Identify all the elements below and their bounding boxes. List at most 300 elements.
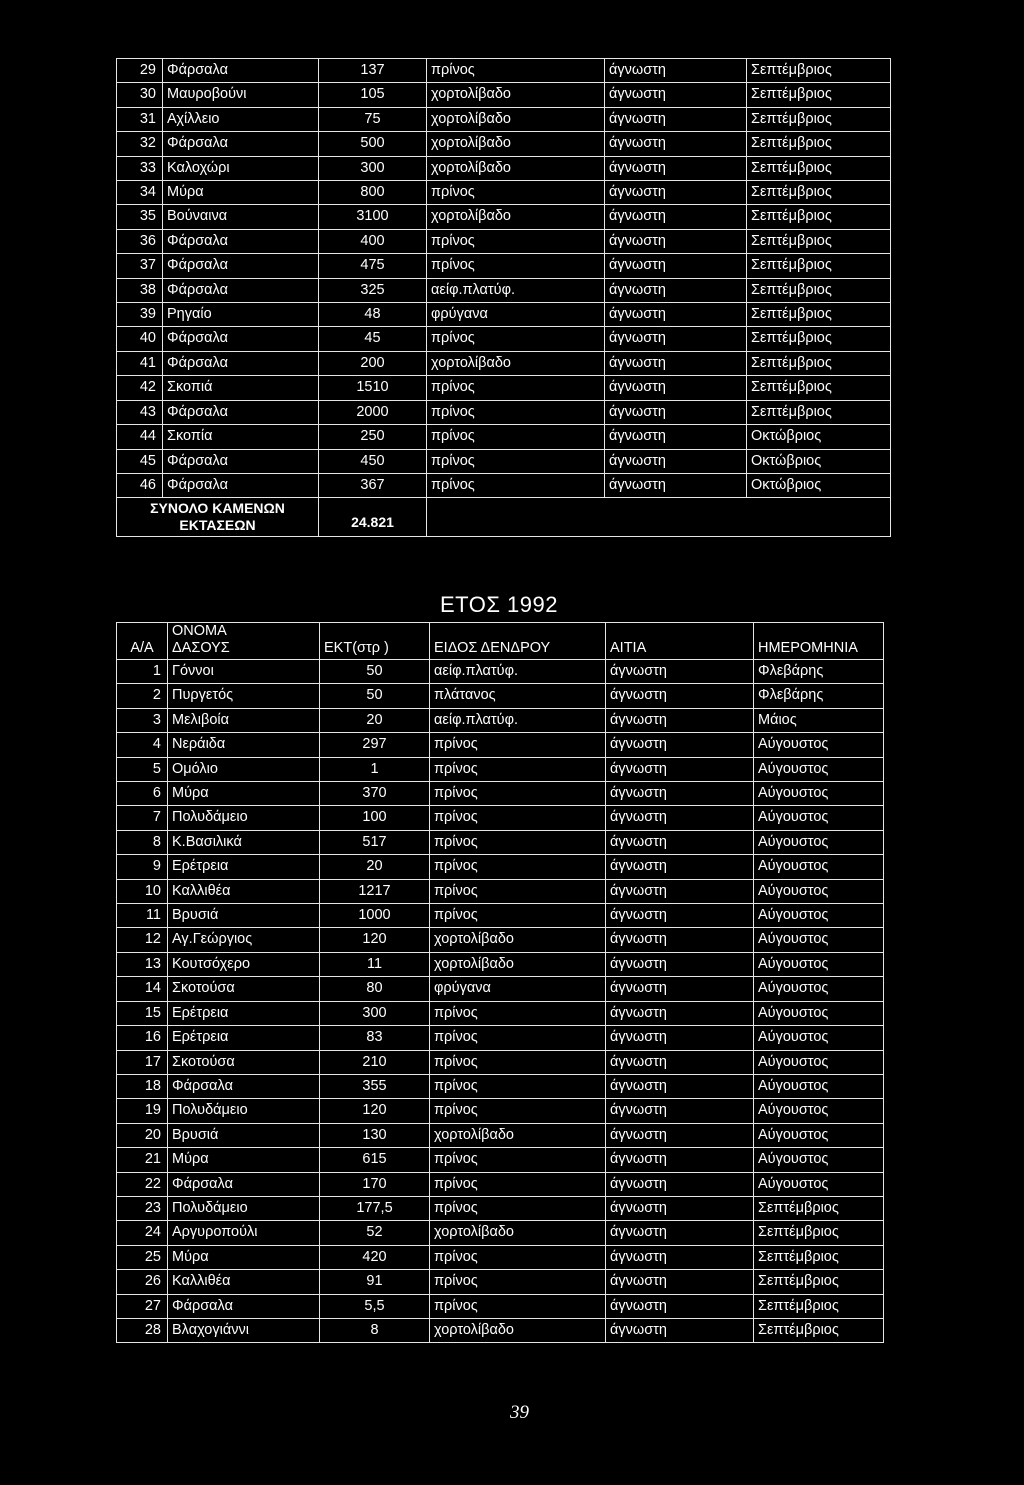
row-area: 2000 [319,400,427,424]
row-cause: άγνωστη [606,660,754,684]
row-number: 24 [117,1221,168,1245]
row-tree-type: πρίνος [427,425,605,449]
row-area: 325 [319,278,427,302]
row-area: 11 [320,952,430,976]
row-number: 8 [117,830,168,854]
table-row [117,1074,884,1098]
row-number: 1 [117,660,168,684]
fires-table-1992-body [117,660,884,1343]
row-tree-type: πρίνος [427,473,605,497]
row-area: 105 [319,83,427,107]
row-area: 52 [320,1221,430,1245]
row-date: Αύγουστος [754,879,884,903]
row-area: 370 [320,782,430,806]
header-cause: ΑΙΤΙΑ [606,623,754,660]
row-tree-type: χορτολίβαδο [430,1221,606,1245]
table-row [117,107,891,131]
row-cause: άγνωστη [605,425,747,449]
row-area: 300 [320,1001,430,1025]
row-area: 100 [320,806,430,830]
row-cause: άγνωστη [606,855,754,879]
row-date: Σεπτέμβριος [747,351,891,375]
row-name: Μαυροβούνι [163,83,319,107]
row-area: 91 [320,1270,430,1294]
row-number: 26 [117,1270,168,1294]
row-area: 50 [320,684,430,708]
fires-table-1992 [116,622,884,1343]
row-number: 2 [117,684,168,708]
row-date: Σεπτέμβριος [754,1270,884,1294]
row-cause: άγνωστη [605,254,747,278]
row-date: Αύγουστος [754,1148,884,1172]
row-number: 40 [117,327,163,351]
row-tree-type: χορτολίβαδο [427,132,605,156]
row-date: Μάιος [754,708,884,732]
row-cause: άγνωστη [606,684,754,708]
row-date: Σεπτέμβριος [747,205,891,229]
row-area: 83 [320,1026,430,1050]
row-tree-type: χορτολίβαδο [430,928,606,952]
row-tree-type: πρίνος [430,1099,606,1123]
row-date: Σεπτέμβριος [754,1318,884,1342]
row-tree-type: πρίνος [430,1148,606,1172]
row-tree-type: πρίνος [430,1001,606,1025]
row-area: 1217 [320,879,430,903]
row-cause: άγνωστη [606,1074,754,1098]
page-number: 39 [510,1402,529,1423]
table-row [117,278,891,302]
row-name: Σκοπία [163,425,319,449]
header-row [117,623,884,660]
row-tree-type: φρύγανα [427,303,605,327]
row-number: 32 [117,132,163,156]
row-name: Φάρσαλα [163,132,319,156]
table-row [117,1270,884,1294]
row-tree-type: πρίνος [430,1050,606,1074]
row-name: Πολυδάμειο [168,1196,320,1220]
row-name: Καλοχώρι [163,156,319,180]
row-date: Αύγουστος [754,977,884,1001]
row-cause: άγνωστη [605,473,747,497]
row-tree-type: πρίνος [430,830,606,854]
row-area: 400 [319,229,427,253]
row-date: Σεπτέμβριος [747,83,891,107]
row-tree-type: πρίνος [427,327,605,351]
row-date: Αύγουστος [754,1074,884,1098]
row-name: Βούναινα [163,205,319,229]
table-row [117,904,884,928]
table-row [117,684,884,708]
table-row [117,376,891,400]
row-date: Φλεβάρης [754,660,884,684]
row-name: Μύρα [168,782,320,806]
row-area: 800 [319,181,427,205]
row-tree-type: πρίνος [427,181,605,205]
row-number: 15 [117,1001,168,1025]
row-number: 42 [117,376,163,400]
row-name: Ρηγαίο [163,303,319,327]
header-area: ΕΚΤ(στρ ) [320,623,430,660]
row-tree-type: πρίνος [430,757,606,781]
row-cause: άγνωστη [605,278,747,302]
row-area: 177,5 [320,1196,430,1220]
row-cause: άγνωστη [605,132,747,156]
row-number: 27 [117,1294,168,1318]
row-number: 39 [117,303,163,327]
row-tree-type: χορτολίβαδο [427,205,605,229]
row-name: Ερέτρεια [168,1026,320,1050]
row-tree-type: πρίνος [427,400,605,424]
table-row [117,1172,884,1196]
row-name: Ερέτρεια [168,1001,320,1025]
table-row [117,449,891,473]
row-name: Καλλιθέα [168,879,320,903]
row-date: Αύγουστος [754,757,884,781]
row-name: Μελιβοία [168,708,320,732]
table-row [117,708,884,732]
row-date: Οκτώβριος [747,473,891,497]
row-name: Σκοπιά [163,376,319,400]
total-row [117,498,891,537]
row-date: Σεπτέμβριος [754,1196,884,1220]
row-tree-type: χορτολίβαδο [430,1123,606,1147]
row-cause: άγνωστη [605,229,747,253]
table-row [117,473,891,497]
row-date: Αύγουστος [754,782,884,806]
row-name: Φάρσαλα [168,1074,320,1098]
table-row [117,757,884,781]
row-number: 11 [117,904,168,928]
table-row [117,1026,884,1050]
row-cause: άγνωστη [605,181,747,205]
row-cause: άγνωστη [606,928,754,952]
total-section [117,498,891,537]
row-cause: άγνωστη [606,1026,754,1050]
row-cause: άγνωστη [606,1172,754,1196]
row-area: 250 [319,425,427,449]
row-cause: άγνωστη [605,156,747,180]
table-row [117,254,891,278]
row-tree-type: πρίνος [427,449,605,473]
row-date: Φλεβάρης [754,684,884,708]
row-number: 4 [117,733,168,757]
row-name: Φάρσαλα [163,254,319,278]
row-name: Φάρσαλα [163,351,319,375]
row-area: 75 [319,107,427,131]
row-tree-type: πρίνος [430,1172,606,1196]
row-tree-type: πρίνος [427,229,605,253]
row-tree-type: πρίνος [430,1294,606,1318]
row-area: 500 [319,132,427,156]
total-label [117,498,319,537]
row-tree-type: χορτολίβαδο [430,1318,606,1342]
row-date: Αύγουστος [754,928,884,952]
table-row [117,660,884,684]
row-date: Αύγουστος [754,1099,884,1123]
row-cause: άγνωστη [606,1099,754,1123]
row-area: 20 [320,855,430,879]
row-tree-type: πλάτανος [430,684,606,708]
table-row [117,351,891,375]
row-name: Κουτσόχερο [168,952,320,976]
row-tree-type: πρίνος [427,376,605,400]
row-number: 10 [117,879,168,903]
row-cause: άγνωστη [606,733,754,757]
row-cause: άγνωστη [606,977,754,1001]
row-area: 420 [320,1245,430,1269]
year-title: ΕΤΟΣ 1992 [440,592,558,617]
row-date: Αύγουστος [754,733,884,757]
row-date: Αύγουστος [754,830,884,854]
row-name: Αργυροπούλι [168,1221,320,1245]
table-row [117,59,891,83]
table-row [117,1001,884,1025]
header-no: Α/Α [117,623,168,660]
row-tree-type: πρίνος [430,1074,606,1098]
row-date: Σεπτέμβριος [754,1294,884,1318]
row-number: 16 [117,1026,168,1050]
row-name: Φάρσαλα [163,229,319,253]
row-cause: άγνωστη [606,1318,754,1342]
row-name: Φάρσαλα [163,449,319,473]
row-area: 297 [320,733,430,757]
row-date: Σεπτέμβριος [747,376,891,400]
header-tree: ΕΙΔΟΣ ΔΕΝΔΡΟΥ [430,623,606,660]
row-name: Αγ.Γεώργιος [168,928,320,952]
total-label-line2: ΕΚΤΑΣΕΩΝ [179,517,256,534]
table-row [117,400,891,424]
row-tree-type: πρίνος [430,1270,606,1294]
row-number: 21 [117,1148,168,1172]
row-area: 5,5 [320,1294,430,1318]
row-area: 130 [320,1123,430,1147]
row-area: 80 [320,977,430,1001]
row-name: Βρυσιά [168,904,320,928]
row-number: 43 [117,400,163,424]
row-area: 20 [320,708,430,732]
row-tree-type: χορτολίβαδο [427,107,605,131]
row-cause: άγνωστη [605,376,747,400]
table-row [117,928,884,952]
row-tree-type: χορτολίβαδο [427,351,605,375]
row-name: Φάρσαλα [163,400,319,424]
row-date: Σεπτέμβριος [747,303,891,327]
row-date: Σεπτέμβριος [747,156,891,180]
row-name: Πολυδάμειο [168,806,320,830]
row-name: Σκοτούσα [168,977,320,1001]
table-row [117,1099,884,1123]
row-tree-type: πρίνος [430,1026,606,1050]
row-cause: άγνωστη [606,952,754,976]
row-number: 14 [117,977,168,1001]
row-name: Νεράιδα [168,733,320,757]
row-number: 38 [117,278,163,302]
row-date: Σεπτέμβριος [754,1221,884,1245]
row-number: 33 [117,156,163,180]
row-cause: άγνωστη [606,830,754,854]
row-number: 13 [117,952,168,976]
row-number: 44 [117,425,163,449]
table-row [117,303,891,327]
row-area: 200 [319,351,427,375]
row-date: Αύγουστος [754,1001,884,1025]
row-name: Καλλιθέα [168,1270,320,1294]
row-name: Φάρσαλα [163,327,319,351]
table-row [117,879,884,903]
table-row [117,952,884,976]
total-label-line1: ΣΥΝΟΛΟ ΚΑΜΕΝΩΝ [150,500,285,517]
row-date: Οκτώβριος [747,449,891,473]
row-name: Ερέτρεια [168,855,320,879]
row-tree-type: πρίνος [430,1245,606,1269]
row-number: 20 [117,1123,168,1147]
row-name: Φάρσαλα [168,1172,320,1196]
row-tree-type: πρίνος [430,733,606,757]
table-row [117,1294,884,1318]
row-cause: άγνωστη [605,59,747,83]
row-name: Μύρα [163,181,319,205]
row-number: 37 [117,254,163,278]
row-name: Αχίλλειο [163,107,319,131]
fires-table-body [117,59,891,498]
row-number: 23 [117,1196,168,1220]
table-row [117,855,884,879]
row-date: Σεπτέμβριος [747,327,891,351]
fires-table-continued [116,58,891,537]
row-name: Σκοτούσα [168,1050,320,1074]
table-row [117,1123,884,1147]
row-cause: άγνωστη [606,1196,754,1220]
row-area: 45 [319,327,427,351]
row-number: 25 [117,1245,168,1269]
row-number: 12 [117,928,168,952]
row-tree-type: φρύγανα [430,977,606,1001]
row-date: Αύγουστος [754,1123,884,1147]
row-date: Σεπτέμβριος [747,59,891,83]
row-tree-type: πρίνος [430,782,606,806]
header-name-line2: ΔΑΣΟΥΣ [172,640,230,656]
row-name: Βρυσιά [168,1123,320,1147]
row-date: Αύγουστος [754,1050,884,1074]
row-cause: άγνωστη [605,205,747,229]
row-number: 34 [117,181,163,205]
row-number: 30 [117,83,163,107]
row-area: 1510 [319,376,427,400]
row-number: 3 [117,708,168,732]
row-number: 19 [117,1099,168,1123]
row-tree-type: πρίνος [427,59,605,83]
row-area: 137 [319,59,427,83]
row-name: Μύρα [168,1245,320,1269]
row-area: 3100 [319,205,427,229]
table-row [117,806,884,830]
row-area: 120 [320,1099,430,1123]
row-cause: άγνωστη [605,351,747,375]
table-header [117,623,884,660]
row-tree-type: πρίνος [430,806,606,830]
row-date: Σεπτέμβριος [754,1245,884,1269]
row-cause: άγνωστη [606,1221,754,1245]
row-cause: άγνωστη [606,782,754,806]
row-date: Αύγουστος [754,952,884,976]
row-cause: άγνωστη [606,1148,754,1172]
row-cause: άγνωστη [605,107,747,131]
row-number: 35 [117,205,163,229]
row-tree-type: χορτολίβαδο [427,156,605,180]
row-number: 29 [117,59,163,83]
row-area: 450 [319,449,427,473]
row-name: Μύρα [168,1148,320,1172]
table-row [117,327,891,351]
row-number: 36 [117,229,163,253]
row-date: Αύγουστος [754,904,884,928]
table-row [117,1196,884,1220]
table-row [117,425,891,449]
row-tree-type: πρίνος [430,904,606,928]
table-row [117,132,891,156]
row-area: 8 [320,1318,430,1342]
row-number: 7 [117,806,168,830]
row-name: Κ.Βασιλικά [168,830,320,854]
table-row [117,1221,884,1245]
row-cause: άγνωστη [605,400,747,424]
row-name: Πολυδάμειο [168,1099,320,1123]
table-row [117,1050,884,1074]
row-tree-type: πρίνος [427,254,605,278]
header-date: ΗΜΕΡΟΜΗΝΙΑ [754,623,884,660]
table-row [117,83,891,107]
total-value: 24.821 [319,498,427,537]
row-name: Βλαχογιάννι [168,1318,320,1342]
row-date: Σεπτέμβριος [747,229,891,253]
row-area: 367 [319,473,427,497]
table-row [117,1245,884,1269]
row-name: Πυργετός [168,684,320,708]
row-name: Φάρσαλα [163,59,319,83]
row-number: 41 [117,351,163,375]
row-cause: άγνωστη [606,1294,754,1318]
row-number: 6 [117,782,168,806]
row-cause: άγνωστη [605,83,747,107]
row-name: Γόννοι [168,660,320,684]
table-row [117,782,884,806]
header-name-line1: ΟΝΟΜΑ [172,623,227,639]
row-area: 475 [319,254,427,278]
row-cause: άγνωστη [606,904,754,928]
row-cause: άγνωστη [606,1270,754,1294]
row-number: 22 [117,1172,168,1196]
row-area: 170 [320,1172,430,1196]
table-row [117,181,891,205]
row-date: Σεπτέμβριος [747,254,891,278]
row-number: 46 [117,473,163,497]
row-number: 5 [117,757,168,781]
row-date: Αύγουστος [754,855,884,879]
row-name: Φάρσαλα [163,473,319,497]
table-row [117,830,884,854]
row-date: Οκτώβριος [747,425,891,449]
row-number: 28 [117,1318,168,1342]
row-cause: άγνωστη [605,327,747,351]
row-date: Σεπτέμβριος [747,181,891,205]
row-tree-type: πρίνος [430,855,606,879]
row-tree-type: πρίνος [430,879,606,903]
row-tree-type: αείφ.πλατύφ. [430,708,606,732]
row-date: Αύγουστος [754,806,884,830]
row-number: 45 [117,449,163,473]
table-row [117,205,891,229]
row-cause: άγνωστη [606,1050,754,1074]
